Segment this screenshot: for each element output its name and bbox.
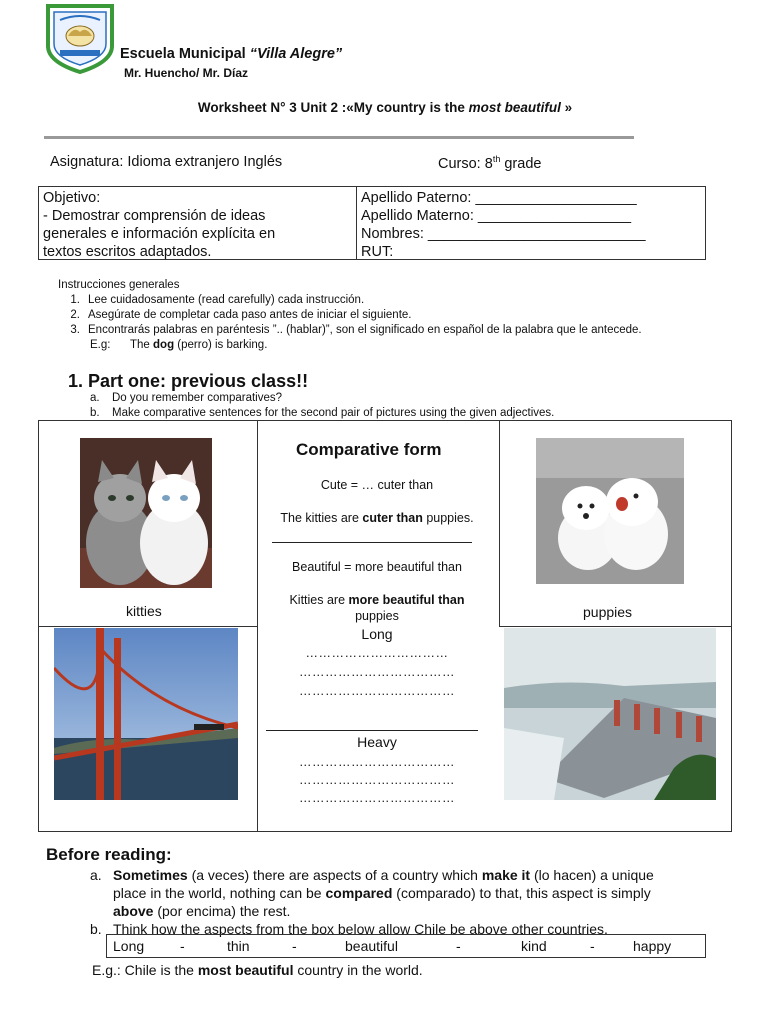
word-item: kind <box>521 938 547 954</box>
instruction-item: 1. Lee cuidadosamente (read carefully) cada instrucción. <box>70 294 365 306</box>
subject: Asignatura: Idioma extranjero Inglés <box>50 154 283 170</box>
list-item: b. Make comparative sentences for the second pair of pictures using the given adjectives. <box>90 407 555 419</box>
adjective-heavy: Heavy <box>357 734 397 750</box>
part-one-heading: 1. Part one: previous class!! <box>68 371 309 391</box>
teachers: Mr. Huencho/ Mr. Díaz <box>124 66 249 80</box>
before-reading-a: a. Sometimes (a veces) there are aspects of a country which make it (lo hacen) a unique <box>90 867 654 883</box>
kitties-image <box>80 438 212 588</box>
rule-beautiful: Beautiful = more beautiful than <box>292 560 462 574</box>
example-sentence: E.g.: Chile is the most beautiful country in the world. <box>92 962 423 978</box>
word-separator: - <box>180 938 185 954</box>
part-one-items <box>90 391 554 421</box>
before-reading-a-line3: above (por encima) the rest. <box>113 903 291 919</box>
field-rut[interactable]: RUT: <box>361 244 394 260</box>
answer-line[interactable]: ……………………………… <box>299 791 455 805</box>
word-item: beautiful <box>345 938 398 954</box>
puppies-image <box>536 438 684 584</box>
before-reading-b: b. Think how the aspects from the box below allow Chile be above other countries. <box>90 921 608 937</box>
word-separator: - <box>456 938 461 954</box>
answer-line[interactable]: ……………………………… <box>299 755 455 769</box>
answer-line[interactable]: ……………………………… <box>299 665 455 679</box>
field-nombres[interactable]: Nombres: ___________________________ <box>361 226 646 242</box>
dam-image <box>504 628 716 800</box>
rule-cute: Cute = … cuter than <box>320 478 434 492</box>
word-box <box>106 934 706 958</box>
puppies-caption: puppies <box>583 604 633 620</box>
answer-line <box>272 542 472 543</box>
answer-line[interactable]: …………………………… <box>305 646 449 660</box>
answer-line <box>266 730 478 731</box>
answer-line[interactable]: ……………………………… <box>299 773 455 787</box>
example-cuter: The kitties are cuter than puppies. <box>280 511 474 525</box>
school-name: Escuela Municipal “Villa Alegre” <box>120 46 343 62</box>
word-separator: - <box>292 938 297 954</box>
adjective-long: Long <box>361 626 393 642</box>
student-fields <box>357 187 650 263</box>
word-item: Long <box>113 938 145 954</box>
info-box <box>38 186 706 260</box>
before-reading-heading: Before reading: <box>46 845 172 864</box>
comparative-form-title: Comparative form <box>296 440 442 459</box>
field-apellido-paterno[interactable]: Apellido Paterno: ____________________ <box>361 190 637 206</box>
word-item: thin <box>227 938 250 954</box>
example-more-beautiful: Kitties are more beautiful than <box>289 593 465 607</box>
worksheet-title: Worksheet N° 3 Unit 2 :«My country is the most beautiful » <box>197 100 573 115</box>
before-reading-a-line2: place in the world, nothing can be compared (comparado) to that, this aspect is simply <box>113 885 651 901</box>
bridge-image <box>54 628 238 800</box>
instruction-item: 3. Encontrarás palabras en paréntesis ”.. (hablar)”, son el significado en español de la palabra que le antecede. <box>70 324 642 336</box>
school-logo <box>44 2 116 74</box>
objective: Objetivo: - Demostrar comprensión de ideas generales e información explícita en textos escritos adaptados. <box>39 187 357 259</box>
course: Curso: 8th grade <box>438 154 542 172</box>
example-more-beautiful-line2: puppies <box>355 609 399 623</box>
title-divider <box>44 136 634 139</box>
general-instructions: Instrucciones generales 1. Lee cuidadosamente (read carefully) cada instrucción. 2. Asegúrate de completar cada paso antes de iniciar el siguiente. 3. Encontrarás palabras en paréntesis ”.. (hablar)”, son el significado en español de la palabra que le antecede. E.g: The dog (perro) is barking. <box>58 279 642 351</box>
word-item: happy <box>633 938 672 954</box>
word-separator: - <box>590 938 595 954</box>
list-item: a. Do you remember comparatives? <box>90 392 283 404</box>
instruction-item: 2. Asegúrate de completar cada paso antes de iniciar el siguiente. <box>70 309 412 321</box>
instruction-example: E.g: The dog (perro) is barking. <box>90 339 268 351</box>
kitties-caption: kitties <box>126 603 162 619</box>
field-apellido-materno[interactable]: Apellido Materno: ___________________ <box>361 208 632 224</box>
answer-line[interactable]: ……………………………… <box>299 684 455 698</box>
